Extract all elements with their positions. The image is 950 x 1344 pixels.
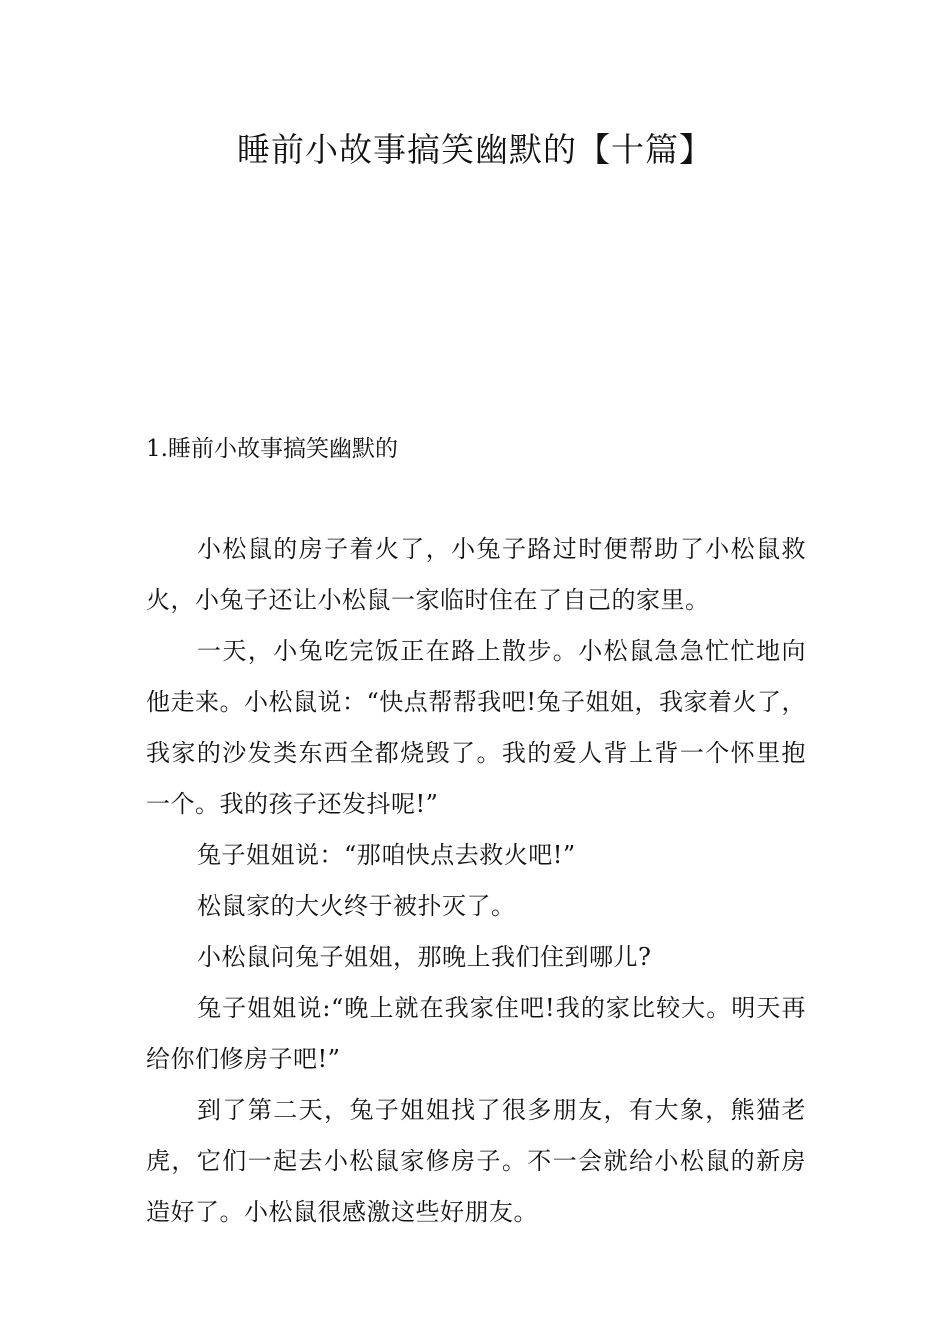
section-heading: 1.睡前小故事搞笑幽默的: [146, 436, 398, 462]
document-title: 睡前小故事搞笑幽默的【十篇】: [237, 130, 713, 169]
story-body: [146, 524, 806, 1238]
paragraph: 松鼠家的大火终于被扑灭了。: [197, 892, 516, 920]
paragraph: 兔子姐姐说：“那咱快点去救火吧!”: [197, 841, 576, 869]
paragraph: 小松鼠问兔子姐姐，那晚上我们住到哪儿?: [197, 943, 652, 971]
paragraph: 到了第二天，兔子姐姐找了很多朋友，有大象，熊猫老虎，它们一起去小松鼠家修房子。不一会就给小松鼠的新房造好了。小松鼠很感激这些好朋友。: [146, 1096, 806, 1226]
paragraph: 小松鼠的房子着火了，小兔子路过时便帮助了小松鼠救火，小兔子还让小松鼠一家临时住在了自己的家里。: [146, 535, 806, 614]
paragraph: 一天，小兔吃完饭正在路上散步。小松鼠急急忙忙地向他走来。小松鼠说：“快点帮帮我吧!兔子姐姐，我家着火了，我家的沙发类东西全都烧毁了。我的爱人背上背一个怀里抱一个。我的孩子还发抖呢!”: [146, 637, 806, 818]
paragraph: 兔子姐姐说:“晚上就在我家住吧!我的家比较大。明天再给你们修房子吧!”: [146, 994, 806, 1073]
